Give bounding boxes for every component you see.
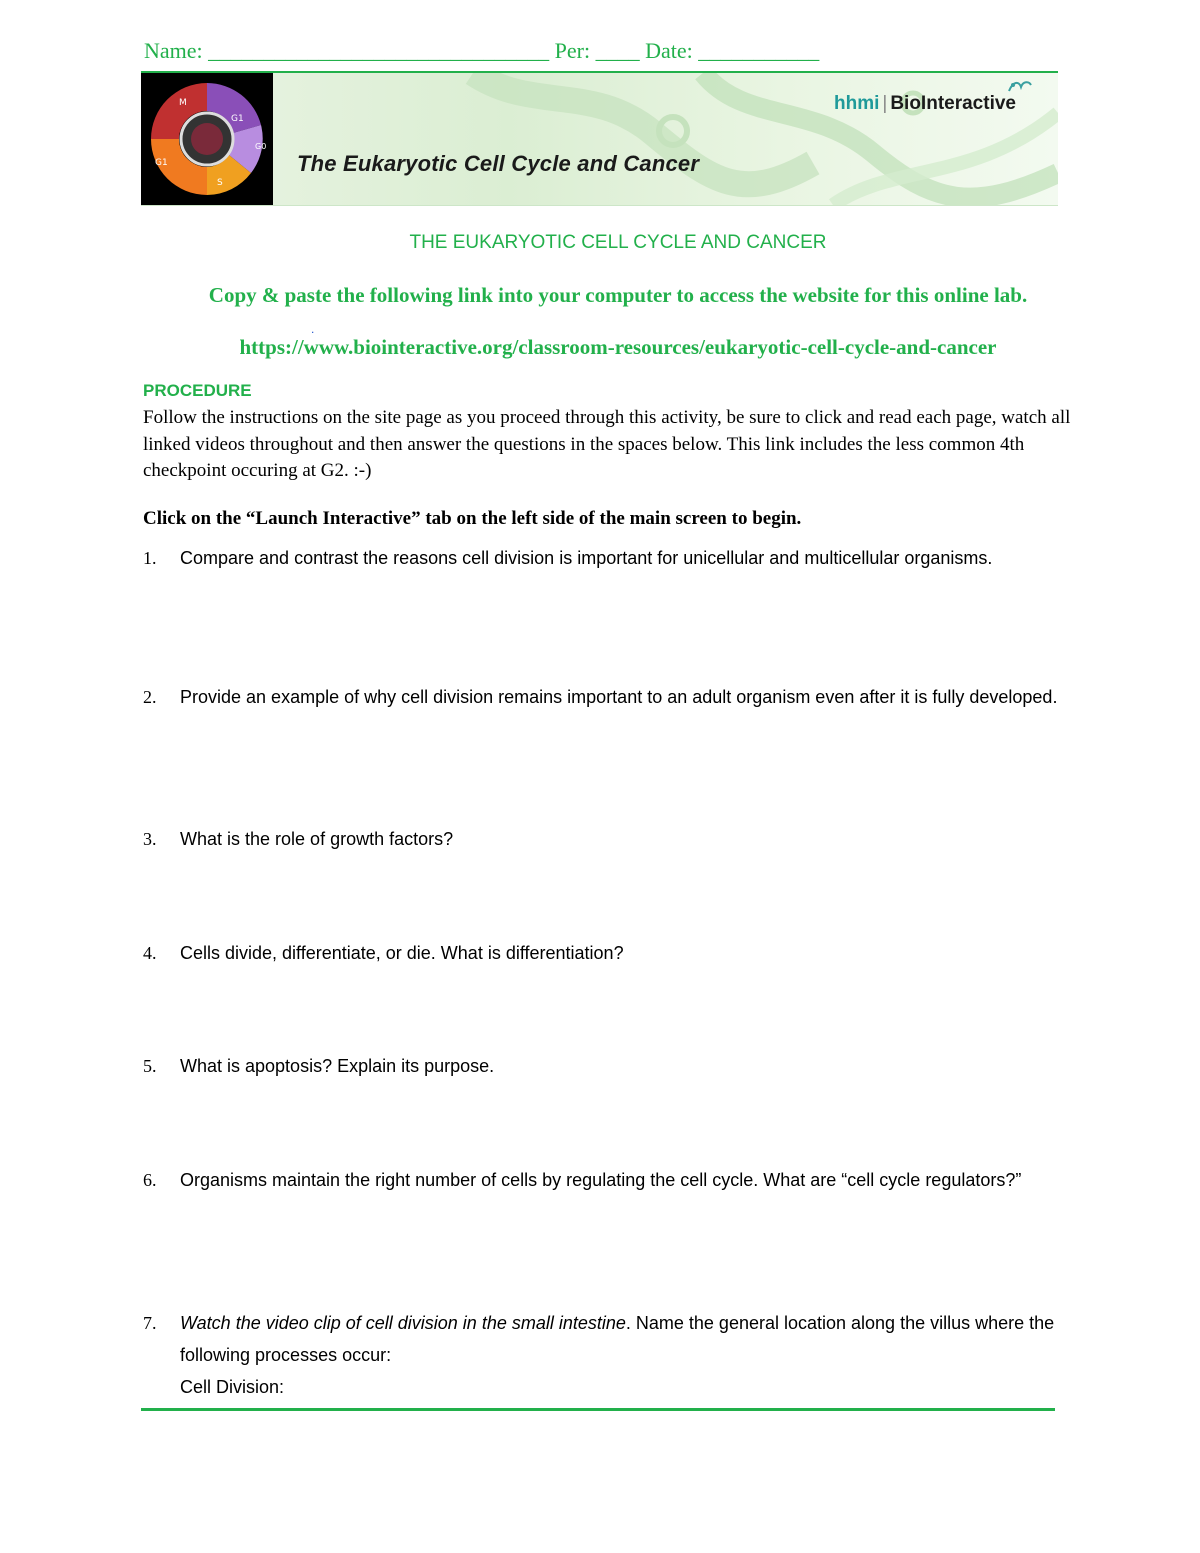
biointeractive-wordmark: BioInteractive	[890, 93, 1016, 114]
question-2	[143, 684, 1063, 711]
header-banner	[141, 71, 1058, 206]
cell-division-label: Cell Division:	[180, 1377, 285, 1397]
question-italic-text: Watch the video clip of cell division in the small intestine	[180, 1313, 626, 1333]
question-number: 2.	[143, 687, 157, 707]
procedure-heading: PROCEDURE	[143, 381, 252, 400]
question-1	[143, 545, 1063, 572]
copy-link-instruction: Copy & paste the following link into your computer to access the website for this online lab.	[208, 283, 1028, 307]
question-number: 5.	[143, 1056, 157, 1076]
question-text: What is the role of growth factors?	[180, 829, 454, 849]
name-per-date-line[interactable]: Name: _______________________________ Per: ____ Date: ___________	[144, 38, 820, 63]
logo-label-m: M	[179, 98, 187, 108]
bottom-divider	[141, 1408, 1055, 1411]
question-text	[180, 1307, 1063, 1371]
logo-label-g1-top: G1	[231, 114, 244, 124]
question-number: 6.	[143, 1170, 157, 1190]
banner-title: The Eukaryotic Cell Cycle and Cancer	[297, 151, 700, 176]
logo-label-g1-left: G1	[155, 158, 168, 168]
question-text: Cells divide, differentiate, or die. What is differentiation?	[180, 943, 624, 963]
biointeractive-leaf-icon	[1007, 79, 1033, 95]
brand-separator: |	[882, 93, 888, 114]
document-title: THE EUKARYOTIC CELL CYCLE AND CANCER	[409, 232, 827, 253]
question-5	[143, 1053, 1063, 1080]
question-text: Compare and contrast the reasons cell division is important for unicellular and multicellular organisms.	[180, 548, 993, 568]
logo-label-g0: G0	[255, 142, 267, 151]
question-7	[143, 1307, 1063, 1403]
cell-cycle-logo	[141, 73, 273, 205]
question-number: 3.	[143, 829, 157, 849]
procedure-text: Follow the instructions on the site page as you proceed through this activity, be sure to click and read each page, watch all linked videos throughout and then answer the questions in the spaces below. This link includes the less common 4th checkpoint occuring at G2. :-)	[143, 407, 1071, 481]
question-4	[143, 940, 1063, 967]
question-3	[143, 826, 1063, 853]
hhmi-wordmark: hhmi	[834, 93, 880, 114]
question-6	[143, 1167, 1063, 1194]
question-number: 7.	[143, 1313, 157, 1333]
question-text: What is apoptosis? Explain its purpose.	[180, 1056, 495, 1076]
question-number: 1.	[143, 548, 157, 568]
question-rest-text: . Name the general location along the villus where the following processes occur:	[180, 1313, 1055, 1365]
website-link[interactable]: https://www.biointeractive.org/classroom-resources/eukaryotic-cell-cycle-and-cancer	[239, 335, 997, 359]
question-text: Organisms maintain the right number of cells by regulating the cell cycle. What are “cell cycle regulators?”	[180, 1170, 1022, 1190]
logo-label-s: S	[217, 178, 223, 188]
hhmi-biointeractive-logo	[834, 93, 1016, 115]
link-marker: .	[311, 322, 315, 336]
question-text: Provide an example of why cell division remains important to an adult organism even after it is fully developed.	[180, 687, 1058, 707]
question-number: 4.	[143, 943, 157, 963]
launch-interactive-instruction: Click on the “Launch Interactive” tab on the left side of the main screen to begin.	[143, 508, 802, 529]
